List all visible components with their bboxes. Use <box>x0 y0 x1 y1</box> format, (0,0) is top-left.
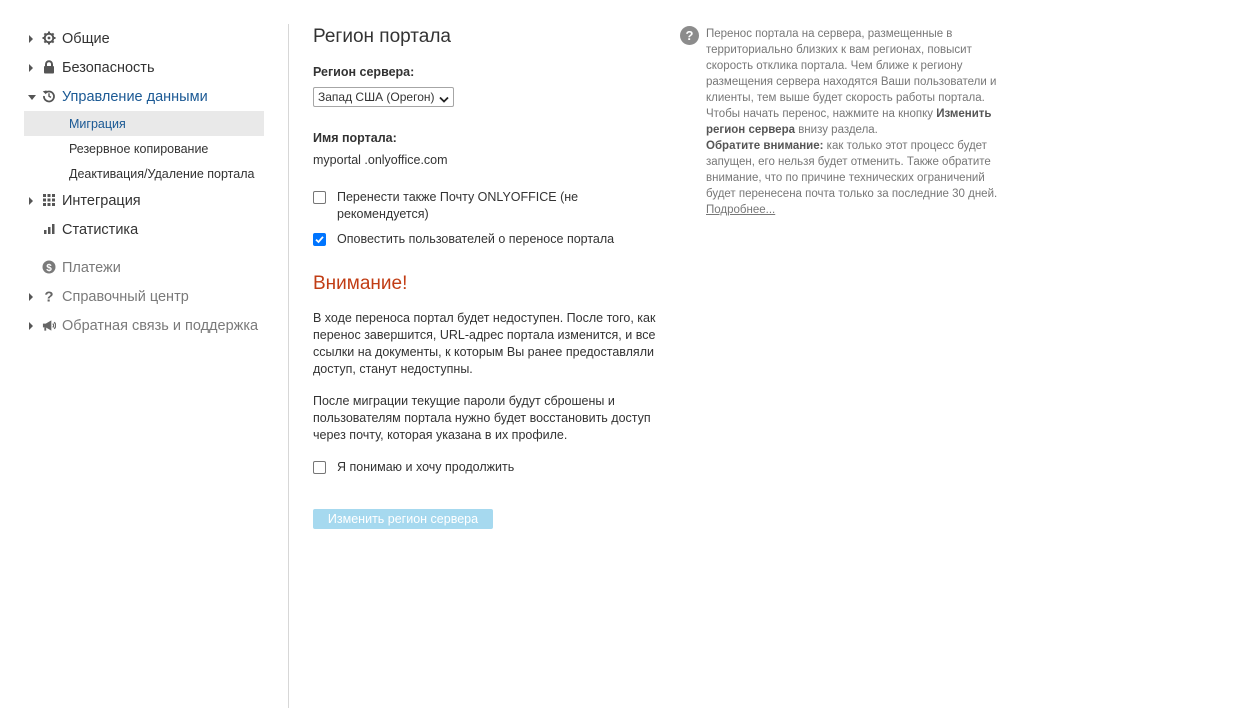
megaphone-icon <box>42 318 56 332</box>
sidebar-subitem-backup[interactable]: Резервное копирование <box>69 141 209 156</box>
svg-text:$: $ <box>46 262 52 274</box>
gear-icon <box>42 31 56 45</box>
warning-title: Внимание! <box>313 273 408 294</box>
transfer-mail-option <box>313 189 587 223</box>
expand-arrow-icon[interactable] <box>29 64 33 72</box>
sidebar-item-security[interactable] <box>24 53 264 82</box>
dollar-icon <box>42 260 56 274</box>
sidebar-item-label: Управление данными <box>62 88 208 105</box>
sidebar-item-help-center[interactable] <box>24 282 264 311</box>
lock-icon <box>42 60 56 74</box>
agree-option <box>313 459 587 476</box>
sidebar-subitem-deactivation[interactable]: Деактивация/Удаление портала <box>69 166 255 181</box>
help-text <box>706 26 1006 218</box>
restore-icon <box>42 89 56 103</box>
sidebar-item-label: Интеграция <box>62 192 141 209</box>
more-info-link[interactable]: Подробнее... <box>706 204 776 216</box>
warning-paragraph-1: В ходе переноса портал будет недоступен. После того, как перенос завершится, URL-адрес портала изменится, и все ссылки на документы, к которым Вы ранее предоставляли доступ, станут недоступны. <box>313 311 656 376</box>
help-text-part-2: внизу раздела. <box>795 124 878 136</box>
server-region-label: Регион сервера: <box>313 65 415 79</box>
transfer-mail-label[interactable]: Перенести также Почту ONLYOFFICE (не рекомендуется) <box>337 190 579 221</box>
page-title: Регион портала <box>313 26 452 47</box>
sidebar-item-data-management[interactable] <box>24 82 264 111</box>
expand-arrow-icon[interactable] <box>29 35 33 43</box>
sidebar-subitem-migration[interactable]: Миграция <box>24 111 264 136</box>
notify-users-label[interactable]: Оповестить пользователей о переносе портала <box>337 232 615 246</box>
sidebar-divider <box>288 24 289 708</box>
portal-name-value: myportal .onlyoffice.com <box>313 153 448 167</box>
svg-text:?: ? <box>44 289 54 303</box>
question-icon <box>42 289 56 303</box>
server-region-select[interactable] <box>313 87 454 107</box>
sidebar-item-label: Статистика <box>62 221 139 238</box>
sidebar-item-general[interactable] <box>24 24 264 53</box>
sidebar-item-statistics[interactable] <box>24 215 264 244</box>
sidebar-item-feedback-support[interactable] <box>24 311 264 340</box>
expand-arrow-icon[interactable] <box>29 293 33 301</box>
sidebar-item-label: Платежи <box>62 259 121 276</box>
change-region-button[interactable]: Изменить регион сервера <box>313 509 493 529</box>
sidebar-item-label: Справочный центр <box>62 288 189 305</box>
bar-chart-icon <box>42 222 56 236</box>
transfer-mail-checkbox[interactable] <box>313 191 326 204</box>
chevron-down-icon <box>439 93 449 107</box>
agree-checkbox[interactable] <box>313 461 326 474</box>
agree-label[interactable]: Я понимаю и хочу продолжить <box>337 460 515 474</box>
help-text-part-3: как только этот процесс будет запущен, его нельзя будет отменить. Также обратите внимание, что по причине технических ограничений будет перенесена почта только за последние 30 дней. <box>706 140 998 200</box>
settings-sidebar <box>24 24 264 340</box>
expand-arrow-icon[interactable] <box>29 197 33 205</box>
sidebar-item-label: Обратная связь и поддержка <box>62 317 259 334</box>
notify-users-option <box>313 231 637 248</box>
collapse-arrow-icon[interactable] <box>28 95 36 100</box>
expand-arrow-icon[interactable] <box>29 322 33 330</box>
sidebar-item-integration[interactable] <box>24 186 264 215</box>
sidebar-item-payments[interactable] <box>24 253 264 282</box>
portal-name-label: Имя портала: <box>313 131 397 145</box>
warning-paragraph-2: После миграции текущие пароли будут сброшены и пользователям портала нужно будет восстановить доступ через почту, которая указана в их профиле. <box>313 394 651 442</box>
grid-icon <box>42 193 56 207</box>
sidebar-item-label: Безопасность <box>62 59 155 76</box>
server-region-value: Запад США (Орегон) <box>318 90 435 104</box>
help-icon: ? <box>680 26 699 45</box>
help-text-bold-2: Обратите внимание: <box>706 140 824 152</box>
help-text-part-1: Перенос портала на сервера, размещенные в территориально близких к вам регионах, повысит скорость отклика портала. Чем ближе к региону размещения сервера находятся Ваши пользователи и клиенты, тем выше будет скорость работы портала. Чтобы начать перенос, нажмите на кнопку <box>706 28 997 120</box>
sidebar-item-label: Общие <box>62 30 110 47</box>
notify-users-checkbox[interactable] <box>313 233 326 246</box>
help-text-bold-1: Изменить регион сервера <box>706 108 992 136</box>
